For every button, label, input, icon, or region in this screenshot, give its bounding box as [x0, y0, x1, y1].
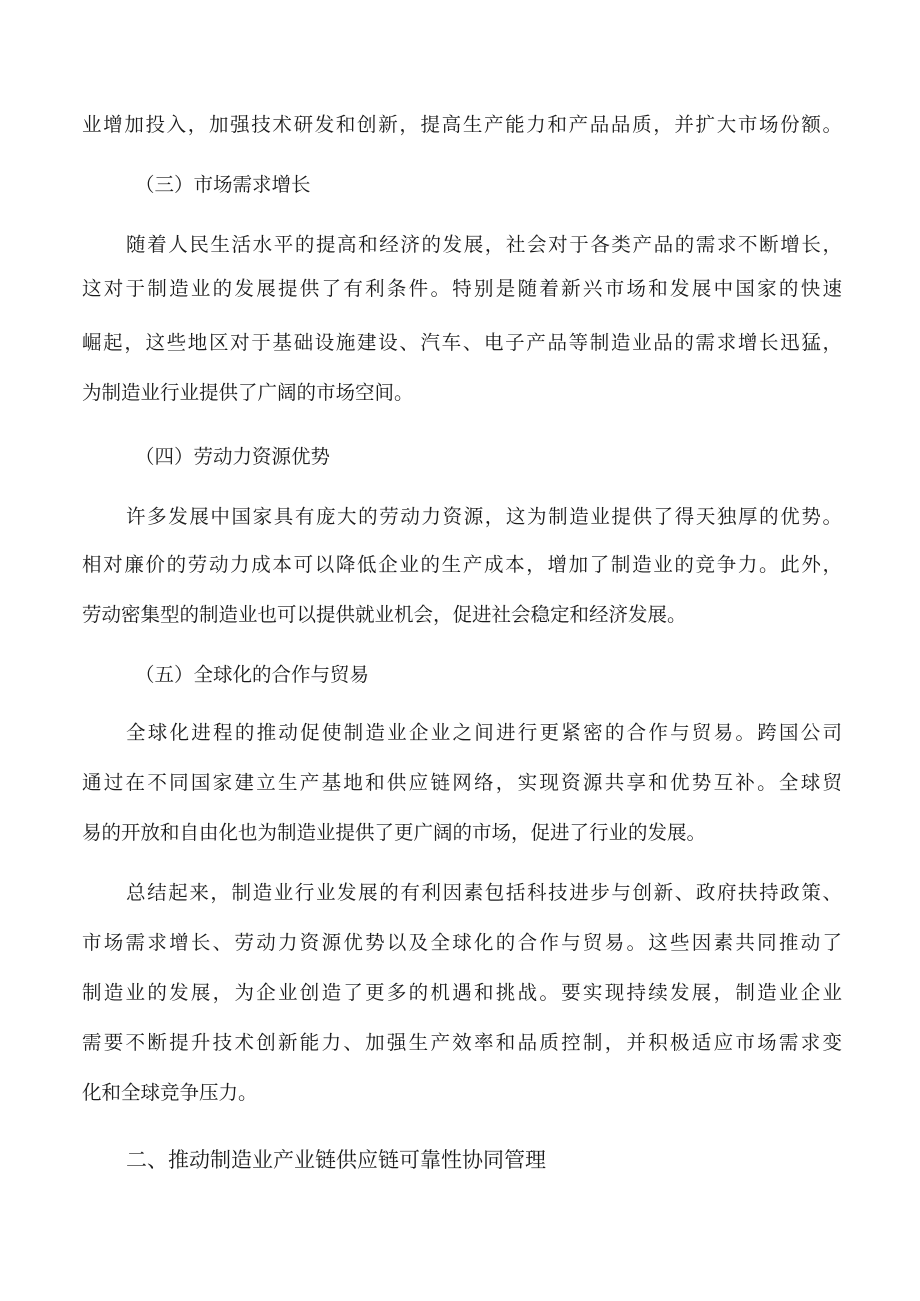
paragraph-line: 制造业的发展，为企业创造了更多的机遇和挑战。要实现持续发展，制造业企业 — [82, 981, 842, 1004]
paragraph-line: 化和全球竞争压力。 — [82, 1081, 258, 1104]
paragraph-line: 全球化进程的推动促使制造业企业之间进行更紧密的合作与贸易。跨国公司 — [126, 721, 842, 744]
paragraph-line: 业增加投入，加强技术研发和创新，提高生产能力和产品品质，并扩大市场份额。 — [82, 113, 842, 136]
chapter-heading: 二、推动制造业产业链供应链可靠性协同管理 — [126, 1148, 546, 1172]
paragraph-line: 随着人民生活水平的提高和经济的发展，社会对于各类产品的需求不断增长， — [126, 233, 842, 256]
section-heading-5: （五）全球化的合作与贸易 — [135, 663, 370, 686]
paragraph-line: 相对廉价的劳动力成本可以降低企业的生产成本，增加了制造业的竞争力。此外， — [82, 553, 842, 576]
paragraph-line: 这对于制造业的发展提供了有利条件。特别是随着新兴市场和发展中国家的快速 — [82, 277, 842, 300]
paragraph-line: 市场需求增长、劳动力资源优势以及全球化的合作与贸易。这些因素共同推动了 — [82, 931, 842, 954]
section-heading-3: （三）市场需求增长 — [135, 173, 311, 196]
paragraph-line: 为制造业行业提供了广阔的市场空间。 — [82, 381, 414, 404]
paragraph-line: 总结起来，制造业行业发展的有利因素包括科技进步与创新、政府扶持政策、 — [126, 881, 842, 904]
paragraph-line: 易的开放和自由化也为制造业提供了更广阔的市场，促进了行业的发展。 — [82, 821, 707, 844]
section-heading-4: （四）劳动力资源优势 — [135, 445, 331, 468]
paragraph-line: 许多发展中国家具有庞大的劳动力资源，这为制造业提供了得天独厚的优势。 — [126, 505, 842, 528]
paragraph-line: 需要不断提升技术创新能力、加强生产效率和品质控制，并积极适应市场需求变 — [82, 1031, 842, 1054]
paragraph-line: 劳动密集型的制造业也可以提供就业机会，促进社会稳定和经济发展。 — [82, 603, 687, 626]
paragraph-line: 崛起，这些地区对于基础设施建设、汽车、电子产品等制造业品的需求增长迅猛， — [82, 331, 842, 354]
paragraph-line: 通过在不同国家建立生产基地和供应链网络，实现资源共享和优势互补。全球贸 — [82, 771, 842, 794]
